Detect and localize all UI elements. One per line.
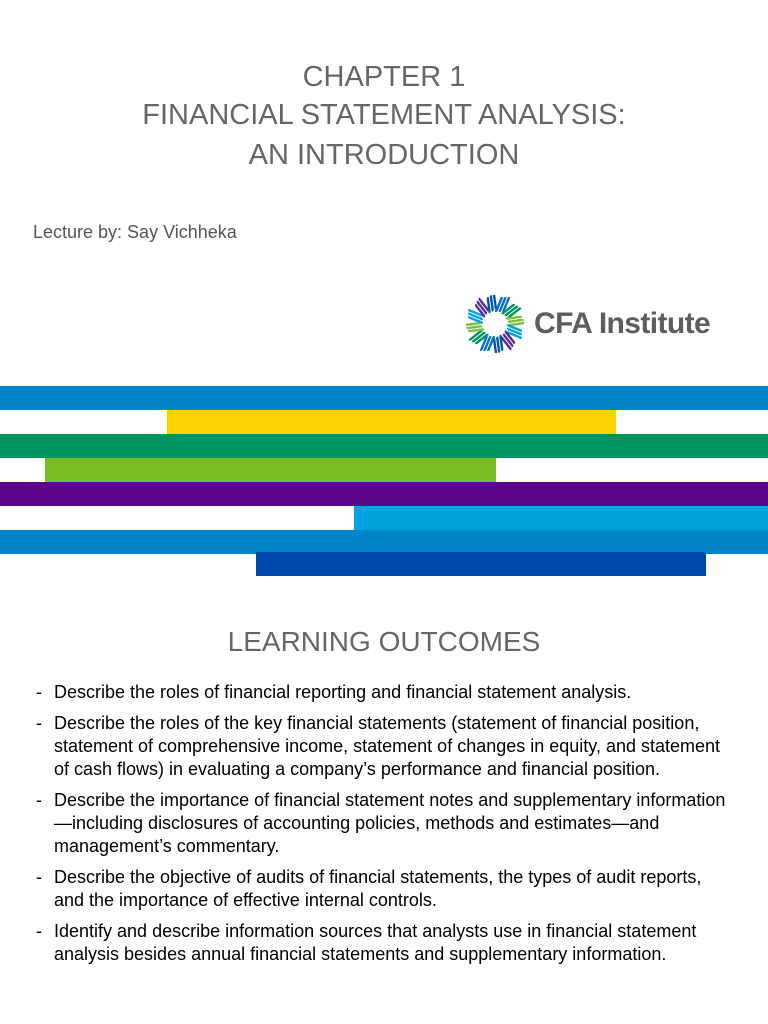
outcome-text: Describe the roles of the key financial statements (statement of financial position, statement of comprehensive income, statement of changes in equity, and statement of cash flows) in evaluating a company’s performance and financial position.: [54, 713, 721, 779]
title-line-sub: AN INTRODUCTION: [248, 139, 520, 171]
stripe-lime: [45, 458, 496, 482]
list-item: [36, 866, 726, 912]
stripe-blue-bottom: [0, 530, 768, 554]
stripe-navy: [256, 552, 706, 576]
list-item: [36, 920, 726, 966]
stripe-blue-top: [0, 386, 768, 410]
outcome-text: Describe the roles of financial reporting and financial statement analysis.: [54, 682, 632, 702]
bullet-dash: -: [36, 867, 42, 887]
list-item: [36, 789, 726, 858]
cfa-logo-text: CFA Institute: [534, 307, 711, 340]
list-item: [36, 681, 726, 704]
outcome-text: Describe the objective of audits of financial statements, the types of audit reports, and the importance of effective internal controls.: [54, 867, 702, 910]
stripe-yellow: [167, 410, 616, 434]
stripe-green: [0, 434, 768, 458]
bullet-dash: -: [36, 790, 42, 810]
stripe-cyan: [354, 506, 768, 530]
cfa-logo-icon: [466, 295, 524, 353]
lecturer-label: Lecture by: Say Vichheka: [33, 222, 237, 242]
cfa-logo: [466, 292, 736, 356]
list-item: [36, 712, 726, 781]
title-line-chapter: CHAPTER 1: [302, 61, 466, 93]
title-line-main: FINANCIAL STATEMENT ANALYSIS:: [142, 99, 626, 131]
chapter-title: [0, 58, 768, 174]
stripe-purple: [0, 482, 768, 506]
bullet-dash: -: [36, 921, 42, 941]
outcome-text: Describe the importance of financial statement notes and supplementary information—including disclosures of accounting policies, methods and estimates—and management’s commentary.: [54, 790, 726, 856]
learning-outcomes-title: LEARNING OUTCOMES: [227, 626, 541, 657]
learning-outcomes-list: [36, 681, 726, 974]
bullet-dash: -: [36, 682, 42, 702]
outcome-text: Identify and describe information sources that analysts use in financial statement analysis besides annual financial statements and supplementary information.: [54, 921, 697, 964]
bullet-dash: -: [36, 713, 42, 733]
